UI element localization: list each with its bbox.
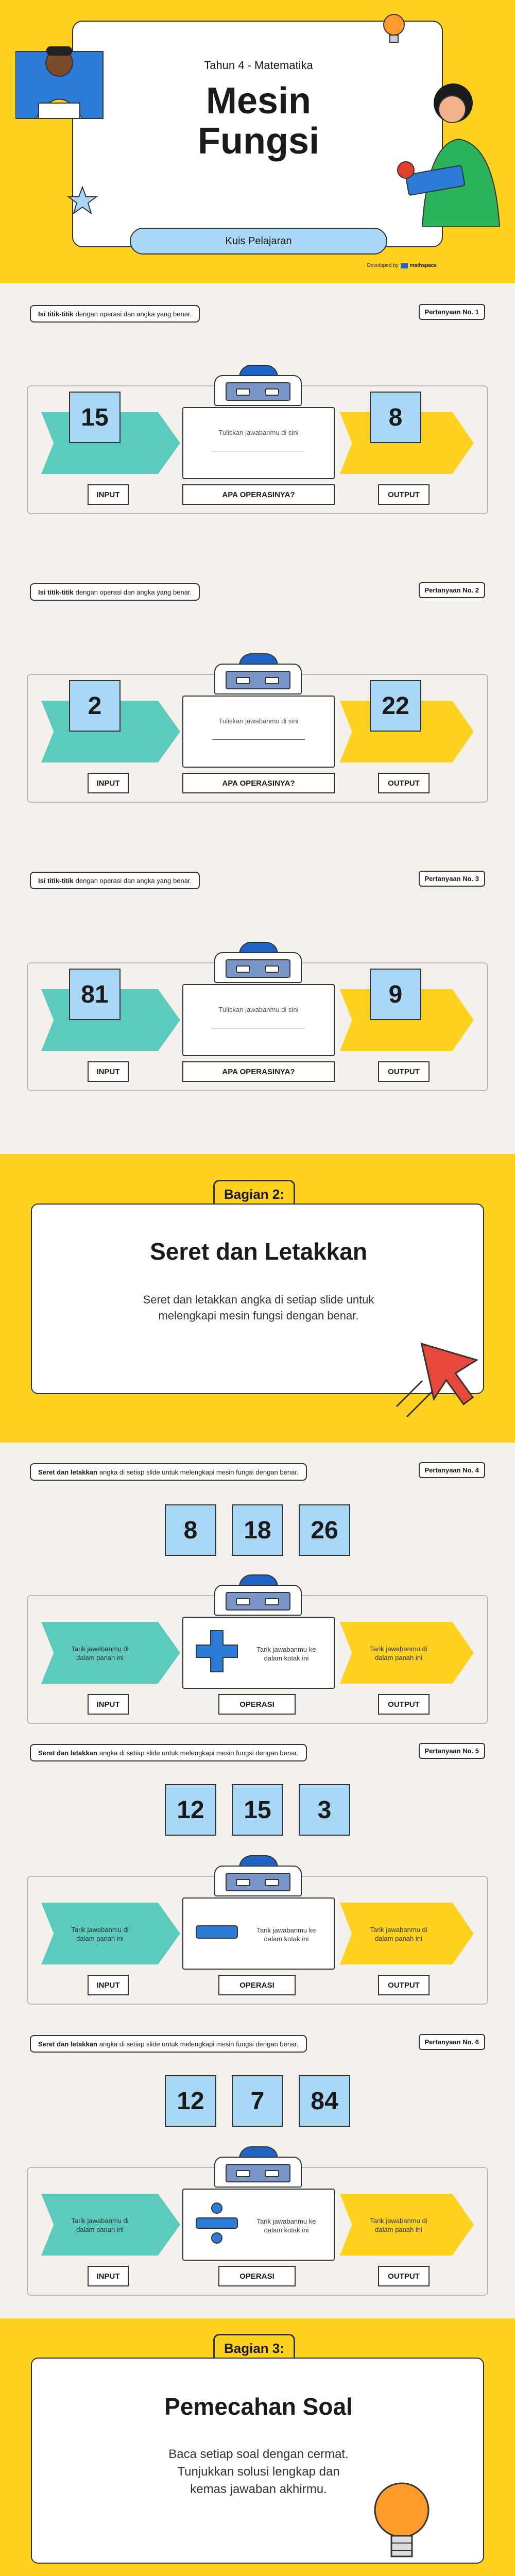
function-machine bbox=[27, 674, 488, 803]
output-label: OUTPUT bbox=[378, 484, 430, 505]
brand-logo-icon bbox=[401, 263, 408, 268]
question-1 bbox=[0, 283, 515, 572]
operation-label: OPERASI bbox=[218, 1975, 296, 1995]
answer-box[interactable]: Tuliskan jawabanmu di sini bbox=[182, 407, 335, 479]
output-hint: Tarik jawabanmu di dalam panah ini bbox=[370, 1645, 427, 1662]
draggable-number[interactable]: 8 bbox=[165, 1504, 216, 1556]
part3-title: Pemecahan Soal bbox=[164, 2393, 353, 2420]
output-label: OUTPUT bbox=[378, 1061, 430, 1082]
grade-label: Tahun 4 - Matematika bbox=[204, 59, 313, 72]
divide-icon bbox=[194, 2200, 240, 2246]
page-title-line2: Fungsi bbox=[198, 121, 319, 162]
function-machine bbox=[27, 385, 488, 514]
input-hint: Tarik jawabanmu di dalam panah ini bbox=[71, 1645, 129, 1662]
output-label: OUTPUT bbox=[378, 1975, 430, 1995]
operation-label: APA OPERASINYA? bbox=[182, 484, 335, 505]
output-label: OUTPUT bbox=[378, 773, 430, 793]
machine-head bbox=[214, 664, 302, 694]
draggable-number[interactable]: 3 bbox=[299, 1784, 350, 1836]
draggable-number[interactable]: 84 bbox=[299, 2075, 350, 2127]
input-label: INPUT bbox=[88, 1694, 129, 1715]
answer-box[interactable]: Tuliskan jawabanmu di sini bbox=[182, 984, 335, 1056]
draggable-number[interactable]: 18 bbox=[232, 1504, 283, 1556]
teacher-book-illustration bbox=[391, 72, 510, 227]
machine-head bbox=[214, 1866, 302, 1896]
draggable-number[interactable]: 12 bbox=[165, 2075, 216, 2127]
question-number: Pertanyaan No. 5 bbox=[419, 1743, 486, 1759]
question-number: Pertanyaan No. 6 bbox=[419, 2034, 486, 2050]
operation-drop-zone[interactable] bbox=[182, 1897, 335, 1970]
part3-badge: Bagian 3: bbox=[213, 2334, 295, 2363]
question-2 bbox=[0, 572, 515, 860]
output-hint: Tarik jawabanmu di dalam panah ini bbox=[370, 2217, 427, 2233]
instruction: Seret dan letakkan angka di setiap slide untuk melengkapi mesin fungsi dengan benar. bbox=[30, 2035, 307, 2053]
draggable-number[interactable]: 26 bbox=[299, 1504, 350, 1556]
part2-desc: Seret dan letakkan angka di setiap slide untuk melengkapi mesin fungsi dengan benar. bbox=[143, 1293, 374, 1322]
credit-text: Developed by bbox=[367, 263, 399, 268]
machine-head bbox=[214, 952, 302, 983]
input-label: INPUT bbox=[88, 1975, 129, 1995]
input-hint: Tarik jawabanmu di dalam panah ini bbox=[71, 1926, 129, 1942]
operation-label: APA OPERASINYA? bbox=[182, 773, 335, 793]
credit-brand: mathspace bbox=[409, 263, 437, 268]
question-number: Pertanyaan No. 3 bbox=[419, 871, 486, 887]
output-number: 9 bbox=[370, 969, 421, 1020]
minus-icon bbox=[194, 1909, 240, 1955]
operation-drop-zone[interactable] bbox=[182, 2189, 335, 2261]
input-number: 2 bbox=[69, 680, 121, 732]
input-number: 15 bbox=[69, 392, 121, 443]
answer-box[interactable]: Tuliskan jawabanmu di sini bbox=[182, 696, 335, 768]
instruction: Isi titik-titik dengan operasi dan angka yang benar. bbox=[30, 872, 200, 889]
output-number: 22 bbox=[370, 680, 421, 732]
part2-badge: Bagian 2: bbox=[213, 1180, 295, 1209]
question-4 bbox=[0, 1443, 515, 1734]
function-machine bbox=[27, 962, 488, 1091]
part3-desc-3: kemas jawaban akhirmu. bbox=[190, 2482, 327, 2496]
input-label: INPUT bbox=[88, 773, 129, 793]
input-label: INPUT bbox=[88, 484, 129, 505]
question-6 bbox=[0, 2025, 515, 2316]
part2-banner bbox=[0, 1154, 515, 1443]
machine-head bbox=[214, 2157, 302, 2188]
function-machine bbox=[27, 2167, 488, 2296]
section-drag-drop bbox=[0, 1443, 515, 2318]
question-5 bbox=[0, 1734, 515, 2025]
operation-hint: Tarik jawabanmu ke dalam kotak ini bbox=[256, 1926, 316, 1943]
instruction: Isi titik-titik dengan operasi dan angka yang benar. bbox=[30, 583, 200, 601]
star-icon bbox=[67, 185, 98, 216]
input-number: 81 bbox=[69, 969, 121, 1020]
part3-desc-1: Baca setiap soal dengan cermat. bbox=[168, 2447, 349, 2461]
instruction: Seret dan letakkan angka di setiap slide untuk melengkapi mesin fungsi dengan benar. bbox=[30, 1463, 307, 1481]
draggable-number[interactable]: 12 bbox=[165, 1784, 216, 1836]
instruction: Seret dan letakkan angka di setiap slide untuk melengkapi mesin fungsi dengan benar. bbox=[30, 1744, 307, 1761]
student-laptop-illustration bbox=[15, 31, 113, 134]
output-hint: Tarik jawabanmu di dalam panah ini bbox=[370, 1926, 427, 1942]
function-machine bbox=[27, 1595, 488, 1724]
part3-desc-2: Tunjukkan solusi lengkap dan bbox=[177, 2465, 340, 2479]
plus-icon bbox=[194, 1628, 240, 1674]
output-number: 8 bbox=[370, 392, 421, 443]
operation-hint: Tarik jawabanmu ke dalam kotak ini bbox=[256, 1646, 316, 1662]
cursor-arrow-icon bbox=[391, 1334, 489, 1427]
function-machine bbox=[27, 1876, 488, 2005]
page-title-line1: Mesin bbox=[205, 80, 312, 122]
subtitle-pill: Kuis Pelajaran bbox=[130, 228, 387, 255]
draggable-number[interactable]: 7 bbox=[232, 2075, 283, 2127]
part2-title: Seret dan Letakkan bbox=[150, 1238, 367, 1265]
input-label: INPUT bbox=[88, 1061, 129, 1082]
credit bbox=[367, 263, 437, 268]
machine-head bbox=[214, 1585, 302, 1616]
part3-banner bbox=[0, 2318, 515, 2576]
operation-hint: Tarik jawabanmu ke dalam kotak ini bbox=[256, 2217, 316, 2234]
instruction: Isi titik-titik dengan operasi dan angka yang benar. bbox=[30, 305, 200, 323]
lightbulb-icon bbox=[381, 10, 407, 52]
input-hint: Tarik jawabanmu di dalam panah ini bbox=[71, 2217, 129, 2233]
question-number: Pertanyaan No. 4 bbox=[419, 1462, 486, 1478]
lightbulb-icon bbox=[371, 2478, 433, 2576]
operation-label: APA OPERASINYA? bbox=[182, 1061, 335, 1082]
section-fill-in bbox=[0, 283, 515, 1154]
machine-head bbox=[214, 375, 302, 406]
title-card bbox=[72, 21, 443, 268]
question-3 bbox=[0, 860, 515, 1149]
operation-label: OPERASI bbox=[218, 2266, 296, 2286]
operation-label: OPERASI bbox=[218, 1694, 296, 1715]
output-label: OUTPUT bbox=[378, 2266, 430, 2286]
input-label: INPUT bbox=[88, 2266, 129, 2286]
header-section bbox=[0, 0, 515, 283]
output-label: OUTPUT bbox=[378, 1694, 430, 1715]
operation-drop-zone[interactable] bbox=[182, 1617, 335, 1689]
draggable-number[interactable]: 15 bbox=[232, 1784, 283, 1836]
question-number: Pertanyaan No. 2 bbox=[419, 582, 486, 598]
question-number: Pertanyaan No. 1 bbox=[419, 304, 486, 320]
